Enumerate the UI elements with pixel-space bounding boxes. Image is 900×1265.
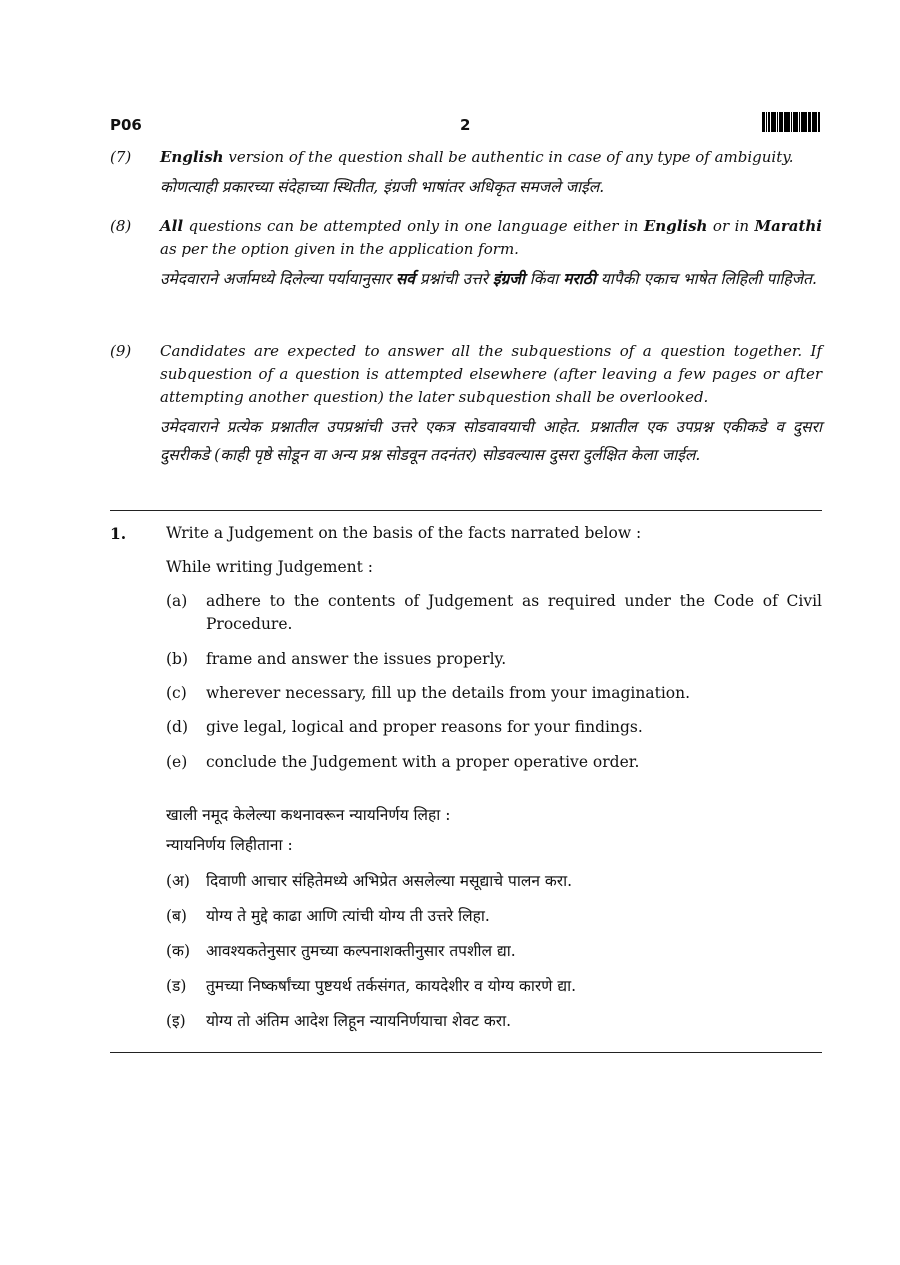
page-number: 2 — [460, 116, 471, 134]
instruction-english: Candidates are expected to answer all the subquestions of a question together. If subquestion of a question is attempted elsewhere (after leaving a few pages or after attempting another question) the later subquestion shall be overlooked. — [160, 342, 822, 406]
question-number: 1. — [110, 524, 127, 543]
divider-top — [110, 510, 822, 511]
list-item: (a) adhere to the contents of Judgement as required under the Code of Civil Procedure. — [166, 592, 822, 633]
instruction-number: (9) — [110, 342, 132, 360]
instruction-marathi: उमेदवाराने अर्जामध्ये दिलेल्या पर्यायानुसार सर्व प्रश्नांची उत्तरे इंग्रजी किंवा मराठी यापैकी एकाच भाषेत लिहिली पाहिजेत. — [160, 269, 817, 288]
list-item-marathi: (इ) योग्य तो अंतिम आदेश लिहून न्यायनिर्णयाचा शेवट करा. — [166, 1012, 512, 1030]
instruction-7 — [110, 146, 822, 201]
list-item-marathi: (ब) योग्य ते मुद्दे काढा आणि त्यांची योग्य ती उत्तरे लिहा. — [166, 907, 490, 925]
paper-code: P06 — [110, 116, 142, 134]
instruction-9 — [110, 340, 822, 469]
list-item: (e) conclude the Judgement with a proper operative order. — [166, 753, 640, 771]
instruction-english: English version of the question shall be authentic in case of any type of ambiguity. — [160, 148, 794, 166]
divider-bottom — [110, 1052, 822, 1053]
instruction-number: (8) — [110, 217, 132, 235]
list-item-marathi: (अ) दिवाणी आचार संहितेमध्ये अभिप्रेत असलेल्या मसूद्याचे पालन करा. — [166, 872, 573, 890]
barcode-image — [762, 112, 820, 132]
list-item-marathi: (क) आवश्यकतेनुसार तुमच्या कल्पनाशक्तीनुसार तपशील द्या. — [166, 942, 516, 960]
instruction-marathi: कोणत्याही प्रकारच्या संदेहाच्या स्थितीत, इंग्रजी भाषांतर अधिकृत समजले जाईल. — [160, 178, 605, 196]
instruction-marathi: उमेदवाराने प्रत्येक प्रश्नातील उपप्रश्नांची उत्तरे एकत्र सोडवावयाची आहेत. प्रश्नातील एक उपप्रश्न एकीकडे व दुसरा दुसरीकडे (काही पृष्ठे सोडून वा अन्य प्रश्न सोडवून तदनंतर) सोडवल्यास दुसरा दुर्लक्षित केला जाईल. — [160, 418, 822, 464]
list-item: (d) give legal, logical and proper reasons for your findings. — [166, 718, 643, 736]
question-intro-marathi: खाली नमूद केलेल्या कथनावरून न्यायनिर्णय लिहा : — [166, 806, 451, 824]
instruction-english: All questions can be attempted only in one language either in English or in Marathi as per the option given in the application form. — [160, 217, 822, 258]
question-intro: Write a Judgement on the basis of the facts narrated below : — [166, 524, 642, 542]
list-item: (b) frame and answer the issues properly. — [166, 650, 507, 668]
instruction-8 — [110, 215, 822, 293]
question-sub-intro: While writing Judgement : — [166, 558, 374, 576]
list-item-marathi: (ड) तुमच्या निष्कर्षांच्या पुष्टयर्थ तर्कसंगत, कायदेशीर व योग्य कारणे द्या. — [166, 977, 577, 995]
list-item: (c) wherever necessary, fill up the details from your imagination. — [166, 684, 691, 702]
question-sub-intro-marathi: न्यायनिर्णय लिहीताना : — [166, 836, 293, 854]
question-1 — [110, 522, 822, 1042]
instruction-number: (7) — [110, 148, 132, 166]
